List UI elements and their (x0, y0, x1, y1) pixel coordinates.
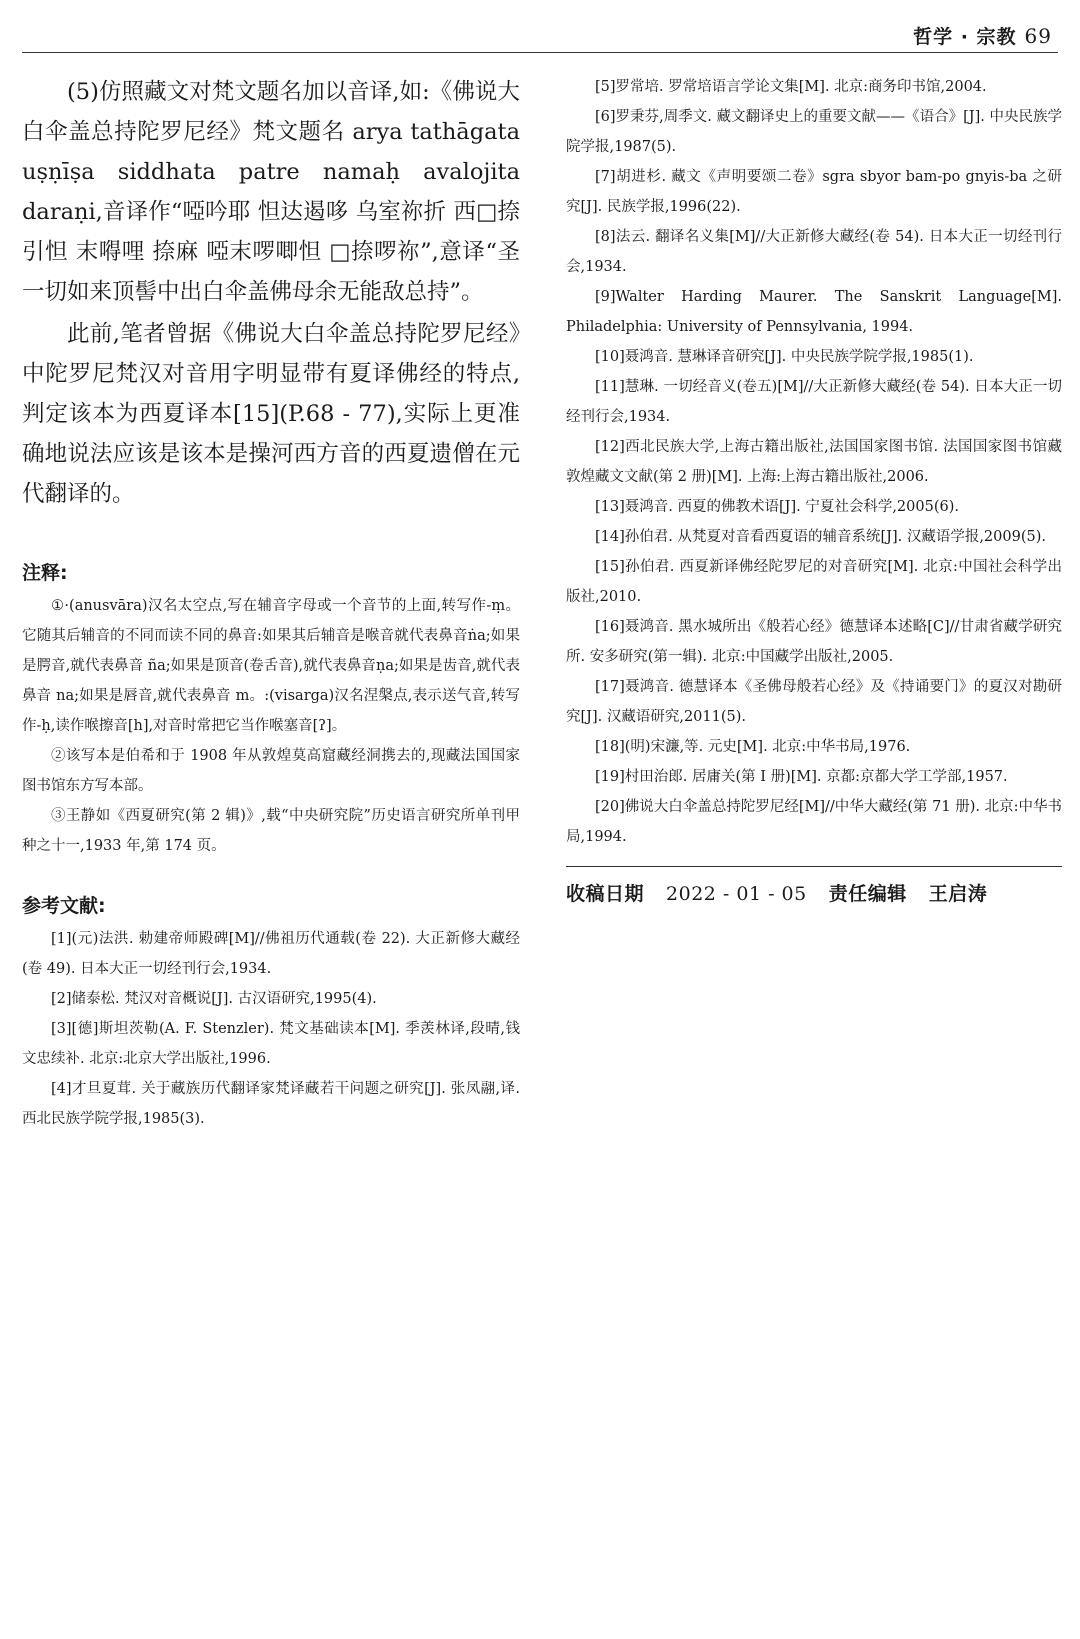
references-list-left (22, 924, 520, 1134)
received-date: 2022 - 01 - 05 (666, 883, 807, 905)
header-section: 哲学 · 宗教 (913, 26, 1017, 48)
page-number: 69 (1024, 24, 1052, 48)
reference-item: [14]孙伯君. 从梵夏对音看西夏语的辅音系统[J]. 汉藏语学报,2009(5). (595, 529, 1046, 545)
reference-item: [20]佛说大白伞盖总持陀罗尼经[M]//中华大藏经(第 71 册). 北京:中华书局,1994. (566, 799, 1062, 845)
reference-item: [10]聂鸿音. 慧琳译音研究[J]. 中央民族学院学报,1985(1). (595, 349, 974, 365)
reference-item: [2]储泰松. 梵汉对音概说[J]. 古汉语研究,1995(4). (51, 991, 377, 1007)
received-label: 收稿日期 (566, 883, 645, 905)
running-header (22, 18, 1058, 53)
reference-item: [17]聂鸿音. 德慧译本《圣佛母般若心经》及《持诵要门》的夏汉对勘研究[J]. 汉藏语研究,2011(5). (566, 679, 1062, 725)
reference-item: [8]法云. 翻译名义集[M]//大正新修大藏经(卷 54). 日本大正一切经刊行会,1934. (566, 229, 1062, 275)
body-paragraph: 此前,笔者曾据《佛说大白伞盖总持陀罗尼经》中陀罗尼梵汉对音用字明显带有夏译佛经的特点,判定该本为西夏译本[15](P.68 - 77),实际上更准确地说法应该是该本是操河西方音的西夏遗僧在元代翻译的。 (22, 321, 520, 507)
reference-item: [6]罗秉芬,周季文. 藏文翻译史上的重要文献——《语合》[J]. 中央民族学院学报,1987(5). (566, 109, 1062, 155)
note-item: ①·(anusvāra)汉名太空点,写在辅音字母或一个音节的上面,转写作-ṃ。它随其后辅音的不同而读不同的鼻音:如果其后辅音是喉音就代表鼻音ṅa;如果是腭音,就代表鼻音 ña;如果是顶音(卷舌音),就代表鼻音ṇa;如果是齿音,就代表鼻音 na;如果是唇音,就代表鼻音 m。:(visarga)汉名涅槃点,表示送气音,转写作-ḥ,读作喉擦音[h],对音时常把它当作喉塞音[ʔ]。 (22, 598, 520, 734)
editor-name: 王启涛 (928, 883, 988, 905)
notes-heading: 注释: (22, 562, 68, 584)
reference-item: [1](元)法洪. 勅建帝师殿碑[M]//佛祖历代通载(卷 22). 大正新修大藏经(卷 49). 日本大正一切经刊行会,1934. (22, 931, 520, 977)
footer-divider (566, 866, 1062, 867)
references-heading: 参考文献: (22, 895, 106, 917)
references-list-right (566, 72, 1062, 852)
body-paragraph: (5)仿照藏文对梵文题名加以音译,如:《佛说大白伞盖总持陀罗尼经》梵文题名 arya tathāgata uṣṇīṣa siddhata patre namaḥ avalojita daraṇi,音译作“啞吟耶 怛达遏哆 乌室祢折 西□捺引怛 末嘚哩 捺麻 啞末啰唧怛 □捺啰祢”,意译“圣一切如来顶髻中出白伞盖佛母余无能敌总持”。 (22, 79, 520, 305)
editor-label: 责任编辑 (828, 883, 907, 905)
reference-item: [18](明)宋濂,等. 元史[M]. 北京:中华书局,1976. (595, 739, 911, 755)
reference-item: [3][德]斯坦茨勒(A. F. Stenzler). 梵文基础读本[M]. 季羡林译,段晴,钱文忠续补. 北京:北京大学出版社,1996. (22, 1021, 520, 1067)
reference-item: [9]Walter Harding Maurer. The Sanskrit Language[M]. Philadelphia: University of Pennsylvania, 1994. (566, 289, 1062, 335)
reference-item: [12]西北民族大学,上海古籍出版社,法国国家图书馆. 法国国家图书馆藏敦煌藏文文献(第 2 册)[M]. 上海:上海古籍出版社,2006. (566, 439, 1062, 485)
reference-item: [13]聂鸿音. 西夏的佛教术语[J]. 宁夏社会科学,2005(6). (595, 499, 959, 515)
notes-list (22, 591, 520, 861)
reference-item: [15]孙伯君. 西夏新译佛经陀罗尼的对音研究[M]. 北京:中国社会科学出版社,2010. (566, 559, 1062, 605)
reference-item: [19]村田治郎. 居庸关(第 I 册)[M]. 京都:京都大学工学部,1957. (595, 769, 1008, 785)
note-item: ③王静如《西夏研究(第 2 辑)》,载“中央研究院”历史语言研究所单刊甲种之十一,1933 年,第 174 页。 (22, 808, 520, 854)
note-item: ②该写本是伯希和于 1908 年从敦煌莫高窟藏经洞携去的,现藏法国国家图书馆东方写本部。 (22, 748, 520, 794)
reference-item: [7]胡进杉. 藏文《声明要颂二卷》sgra sbyor bam-po gnyis-ba 之研究[J]. 民族学报,1996(22). (566, 169, 1062, 215)
reference-item: [5]罗常培. 罗常培语言学论文集[M]. 北京:商务印书馆,2004. (595, 79, 987, 95)
reference-item: [16]聂鸿音. 黑水城所出《般若心经》德慧译本述略[C]//甘肃省藏学研究所. 安多研究(第一辑). 北京:中国藏学出版社,2005. (566, 619, 1062, 665)
left-column (22, 72, 520, 1134)
reference-item: [4]才旦夏茸. 关于藏族历代翻译家梵译藏若干问题之研究[J]. 张凤翮,译. 西北民族学院学报,1985(3). (22, 1081, 520, 1127)
right-column (566, 72, 1062, 906)
reference-item: [11]慧琳. 一切经音义(卷五)[M]//大正新修大藏经(卷 54). 日本大正一切经刊行会,1934. (566, 379, 1062, 425)
header-section-label (913, 22, 1052, 49)
article-footer (566, 879, 1062, 906)
